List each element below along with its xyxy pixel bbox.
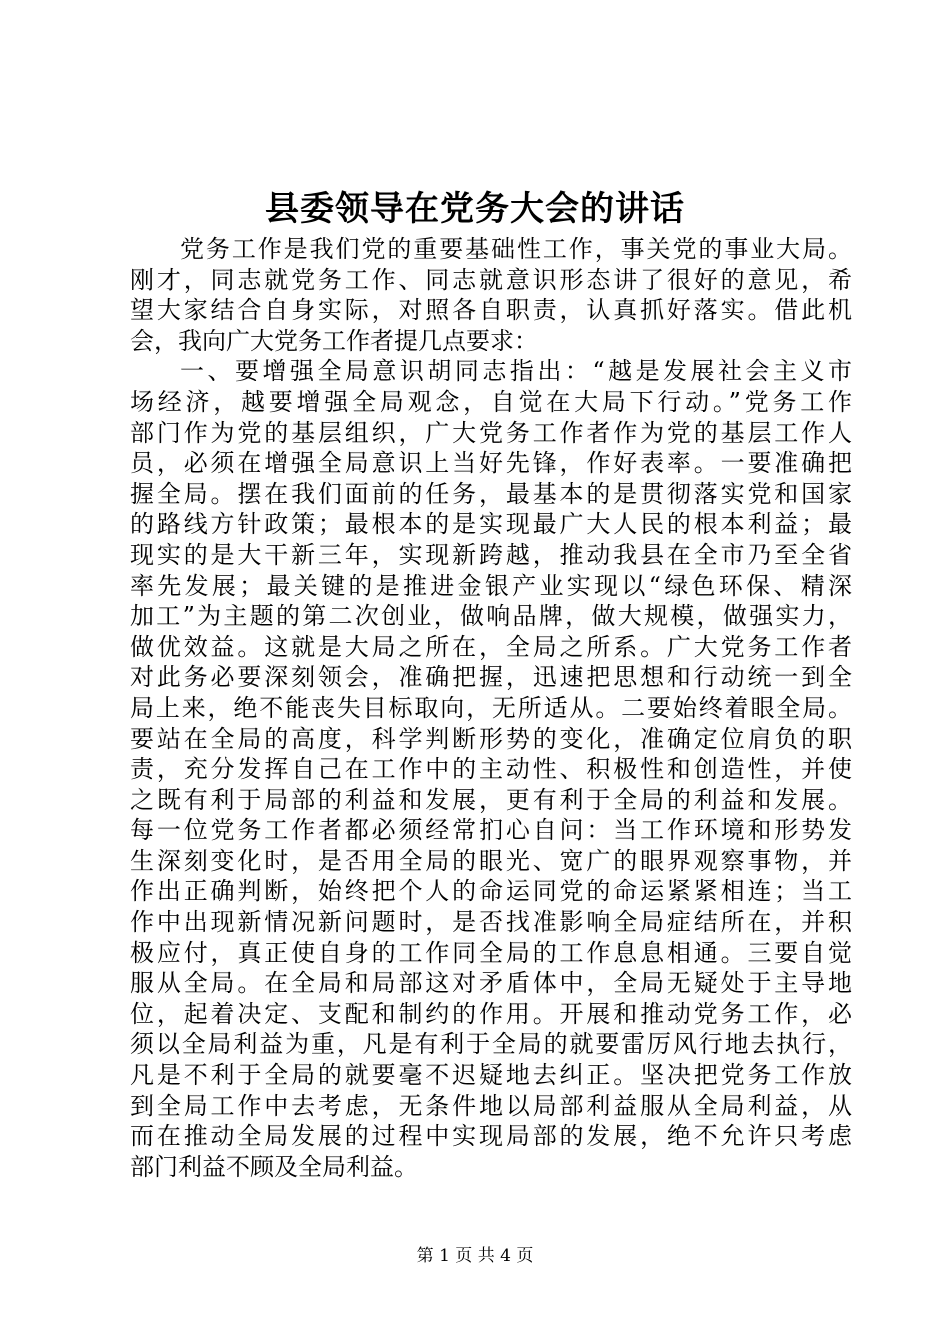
body-line: 一、要增强全局意识胡同志指出：“越是发展社会主义市 bbox=[180, 357, 852, 386]
body-line: 位，起着决定、支配和制约的作用。开展和推动党务工作，必 bbox=[130, 999, 852, 1028]
body-line: 责，充分发挥自己在工作中的主动性、积极性和创造性，并使 bbox=[130, 755, 852, 784]
body-line: 要站在全局的高度，科学判断形势的变化，准确定位肩负的职 bbox=[130, 724, 852, 753]
body-line: 作中出现新情况新问题时，是否找准影响全局症结所在，并积 bbox=[130, 908, 852, 937]
body-line: 加工”为主题的第二次创业，做响品牌，做大规模，做强实力， bbox=[130, 602, 852, 631]
body-line: 每一位党务工作者都必须经常扪心自问：当工作环境和形势发 bbox=[130, 816, 852, 845]
body-line: 做优效益。这就是大局之所在，全局之所系。广大党务工作者 bbox=[130, 632, 852, 661]
body-line: 现实的是大干新三年，实现新跨越，推动我县在全市乃至全省 bbox=[130, 540, 852, 569]
body-line: 会，我向广大党务工作者提几点要求： bbox=[130, 326, 538, 355]
body-line: 的路线方针政策；最根本的是实现最广大人民的根本利益；最 bbox=[130, 510, 852, 539]
body-line: 员，必须在增强全局意识上当好先锋，作好表率。一要准确把 bbox=[130, 449, 852, 478]
body-line: 局上来，绝不能丧失目标取向，无所适从。二要始终着眼全局。 bbox=[130, 693, 852, 722]
body-line: 部门利益不顾及全局利益。 bbox=[130, 1152, 418, 1181]
body-line: 而在推动全局发展的过程中实现局部的发展，绝不允许只考虑 bbox=[130, 1122, 852, 1151]
body-line: 党务工作是我们党的重要基础性工作，事关党的事业大局。 bbox=[180, 235, 852, 263]
body-line: 握全局。摆在我们面前的任务，最基本的是贯彻落实党和国家 bbox=[130, 479, 852, 508]
body-line: 服从全局。在全局和局部这对矛盾体中，全局无疑处于主导地 bbox=[130, 969, 852, 998]
page-number-footer: 第 1 页 共 4 页 bbox=[416, 1246, 534, 1266]
body-line: 到全局工作中去考虑，无条件地以局部利益服从全局利益，从 bbox=[130, 1091, 852, 1120]
body-line: 对此务必要深刻领会，准确把握，迅速把思想和行动统一到全 bbox=[130, 663, 852, 692]
body-line: 之既有利于局部的利益和发展，更有利于全局的利益和发展。 bbox=[130, 785, 852, 814]
document-title: 县委领导在党务大会的讲话 bbox=[265, 189, 685, 229]
body-line: 须以全局利益为重，凡是有利于全局的就要雷厉风行地去执行， bbox=[130, 1030, 852, 1059]
body-line: 场经济，越要增强全局观念，自觉在大局下行动。”党务工作 bbox=[130, 387, 852, 416]
body-line: 刚才，同志就党务工作、同志就意识形态讲了很好的意见，希 bbox=[130, 265, 852, 294]
body-line: 作出正确判断，始终把个人的命运同党的命运紧紧相连；当工 bbox=[130, 877, 852, 906]
body-line: 部门作为党的基层组织，广大党务工作者作为党的基层工作人 bbox=[130, 418, 852, 447]
body-line: 凡是不利于全局的就要毫不迟疑地去纠正。坚决把党务工作放 bbox=[130, 1061, 852, 1090]
body-line: 率先发展；最关键的是推进金银产业实现以“绿色环保、精深 bbox=[130, 571, 852, 600]
body-line: 生深刻变化时，是否用全局的眼光、宽广的眼界观察事物，并 bbox=[130, 846, 852, 875]
body-line: 望大家结合自身实际，对照各自职责，认真抓好落实。借此机 bbox=[130, 296, 852, 325]
body-line: 极应付，真正使自身的工作同全局的工作息息相通。三要自觉 bbox=[130, 938, 852, 967]
document-body bbox=[130, 234, 852, 1182]
